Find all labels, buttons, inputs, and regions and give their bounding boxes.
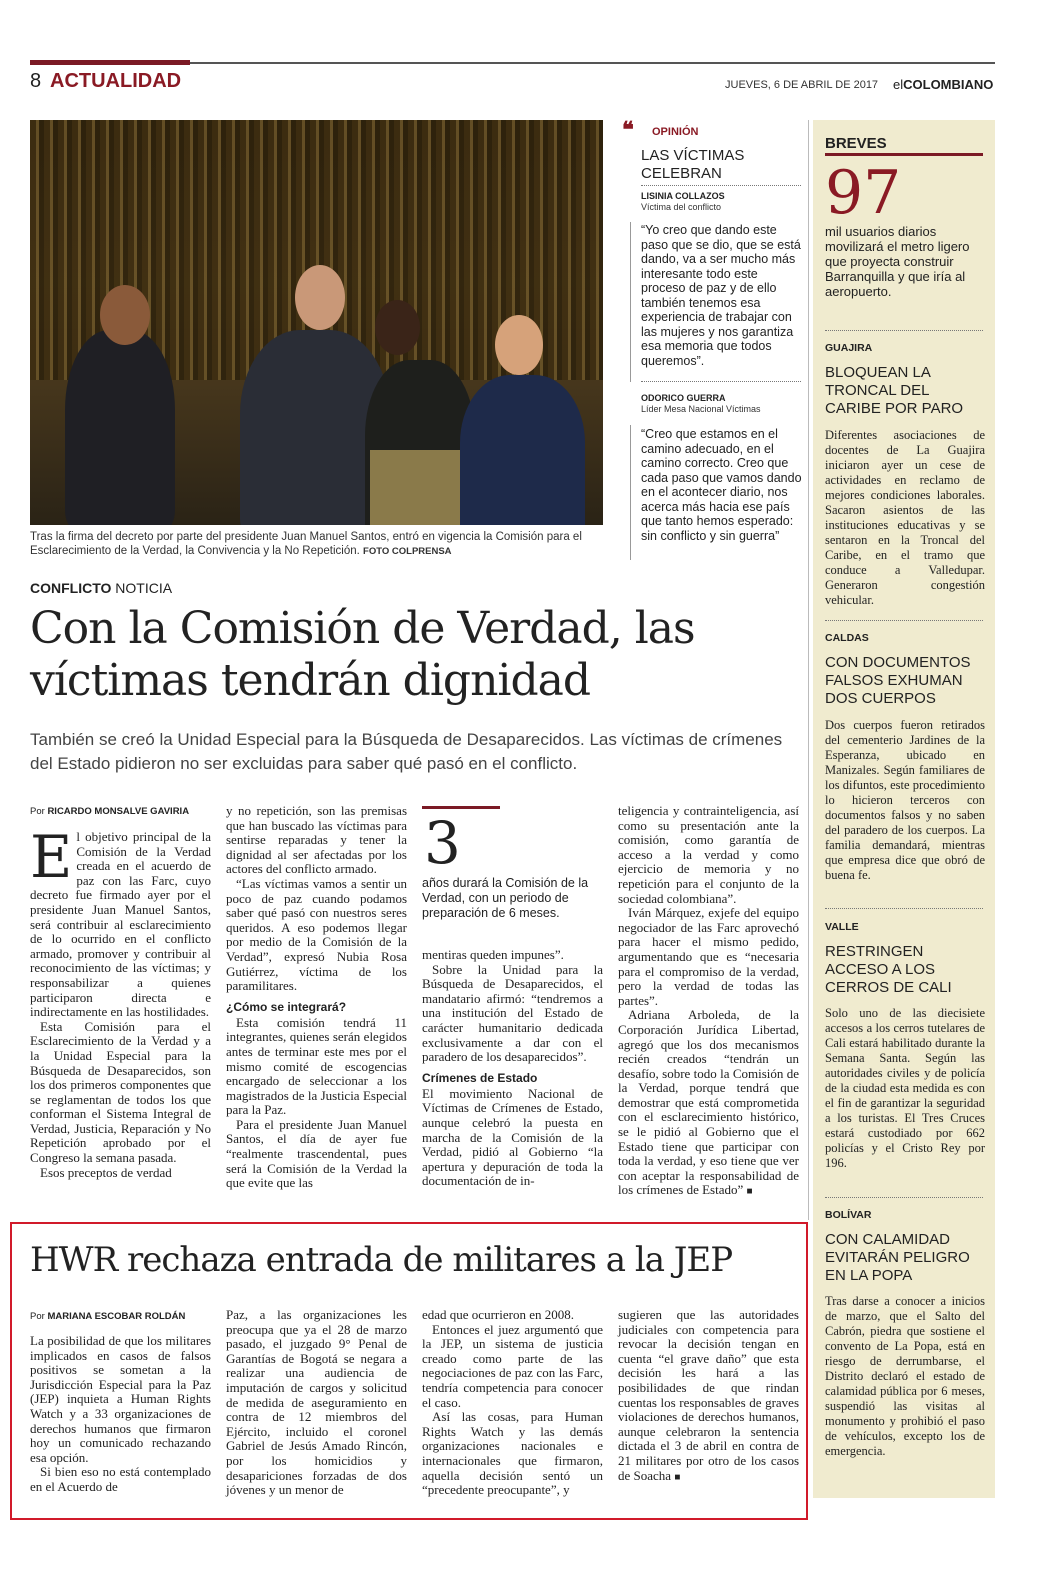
- hwr-byline-por: Por: [30, 1311, 45, 1322]
- section-title: ACTUALIDAD: [50, 70, 182, 92]
- hwr-col4-text: sugieren que las autoridades judiciales con competencia para revocar la decisión tengan en cuenta “el grave daño” que esta decisión les hará a las posibilidades de que rindan cuentas los responsables de graves violaciones de derechos humanos, aunque celebraron la sentencia dictada el 3 de abril en contra de 21 militares por otro de los casos de Soacha: [618, 1307, 799, 1483]
- col1-para2: Esta Comisión para el Esclarecimiento de la Verdad y a la Unidad Especial para la Búsqueda de Desaparecidos, son los dos primeros componentes que se reglamentan de todos los que conforman el Sistema Integral de Verdad, Justicia, Reparación y No Repetición aprobado por el Congreso la semana pasada.: [30, 1018, 211, 1166]
- breves-region-3: VALLE: [825, 921, 859, 933]
- photo-caption-text: Tras la firma del decreto por parte del presidente Juan Manuel Santos, entró en vigencia la Comisión para el Esclarecimiento de la Verdad, la Convivencia y la No Repetición.: [30, 531, 582, 557]
- col2-para1: y no repetición, son las premisas que han buscado las víctimas para sentirse reparadas y tener la dignidad al ser afectadas por los actores del conflicto armado.: [226, 803, 407, 877]
- dropcap: E: [30, 823, 73, 891]
- col4-para1: teligencia y contrainteligencia, así como su presentación ante la comisión, como garantía de acceso a la verdad y como ejercicio de memoria y no repetición para el conjunto de la sociedad colombiana”.: [618, 803, 799, 906]
- breves-region-2: CALDAS: [825, 632, 869, 644]
- brand-logo: [893, 77, 993, 92]
- quote1-role: Víctima del conflicto: [641, 202, 722, 212]
- header-accent-rule: [30, 60, 190, 65]
- breves-big-number: 97: [825, 158, 902, 228]
- hwr-col4-para1: [618, 1308, 799, 1485]
- col1-para1: [30, 823, 211, 1020]
- col2-para3: Esta comisión tendrá 11 integrantes, quienes serán elegidos antes de terminar este mes por el mismo comité de escogencias encargado de seleccionar a los magistrados de la Justicia Especial para la Paz.: [226, 1014, 407, 1118]
- quote2-name: ODORICO GUERRA: [641, 393, 726, 403]
- col2-para2: “Las víctimas vamos a sentir un poco de paz cuando podamos saber qué pasó con nuestros seres queridos. A eso podemos llegar por medio de la Comisión de la Verdad”, expresó Nubia Rosa Gutiérrez, víctima de los paramilitares.: [226, 875, 407, 994]
- article-kicker: [30, 580, 172, 596]
- breves-title: BREVES: [825, 135, 887, 152]
- hwr-end-mark: ■: [674, 1471, 681, 1483]
- kicker-bold: CONFLICTO: [30, 580, 112, 596]
- hwr-col3-para1: edad que ocurrieron en 2008.: [422, 1307, 574, 1322]
- article-col-2: [226, 804, 407, 1191]
- hwr-col3-para3: Así las cosas, para Human Rights Watch y las demás organizaciones nacionales e internacionales que firmaron, aquella decisión sentó un “precedente preocupante”, y: [422, 1409, 603, 1498]
- breves-region-1: GUAJIRA: [825, 342, 873, 354]
- kicker-normal: NOTICIA: [115, 580, 173, 596]
- hwr-col-1: [30, 1334, 211, 1495]
- hwr-byline-name: MARIANA ESCOBAR ROLDÁN: [47, 1311, 186, 1322]
- hwr-col1-para1: La posibilidad de que los militares implicados en casos de falsos positivos se sometan a la Jurisdicción Especial para la Paz (JEP) inquieta a Human Rights Watch y a 33 organizaciones de derechos humanos que firmaron hoy un comunicado rechazando esa opción.: [30, 1333, 211, 1465]
- breves-title-3: RESTRINGEN ACCESO A LOS CERROS DE CALI: [825, 943, 952, 996]
- hwr-col-3: [422, 1308, 603, 1498]
- dateline: JUEVES, 6 DE ABRIL DE 2017: [725, 79, 879, 91]
- photo-person-right: [460, 375, 585, 525]
- hwr-col-4: [618, 1308, 799, 1485]
- col3-para2: Sobre la Unidad para la Búsqueda de Desaparecidos, el mandatario afirmó: “tendremos a una institución del Estado de carácter humanitario dedicada exclusivamente a dar con el paradero de los desaparecidos”.: [422, 961, 603, 1065]
- hwr-col3-para2: Entonces el juez argumentó que la JEP, un sistema de justicia creado como parte de las negociaciones de paz con las Farc, tendría competencia para conocer el caso.: [422, 1321, 603, 1410]
- breves-text-3: Solo uno de las diecisiete accesos a los cerros tutelares de Cali estará habilitado durante la Semana Santa. Según las autoridades civiles y de policía de la ciudad esta medida es con el fin de garantizar la seguridad a los turistas. El Tres Cruces estará custodiado por 662 policías y el Cristo Rey por 196.: [825, 1006, 985, 1170]
- col4-para3: [618, 1008, 799, 1200]
- opinion-title: LAS VÍCTIMAS CELEBRAN: [641, 147, 745, 182]
- col2-subhead: ¿Cómo se integrará?: [226, 999, 347, 1014]
- column-divider: [808, 120, 809, 1220]
- photo-head-center: [375, 300, 420, 355]
- breves-title-4: CON CALAMIDAD EVITARÁN PELIGRO EN LA POPA: [825, 1231, 970, 1284]
- hwr-col1-para2: Si bien eso no está contemplado en el Acuerdo de: [30, 1464, 211, 1494]
- photo-head-right: [495, 315, 543, 375]
- article-headline: Con la Comisión de Verdad, las víctimas tendrán dignidad: [30, 603, 695, 706]
- byline-name: RICARDO MONSALVE GAVIRIA: [47, 806, 190, 817]
- breves-rule: [825, 153, 983, 156]
- quote2-bar: [630, 425, 631, 560]
- breves-text-1: Diferentes asociaciones de docentes de La Guajira iniciaron ayer un cese de actividades en reclamo de mejores condiciones laborales. Sacaron asientos de las instituciones educativas y se sentaron en la Troncal del Caribe, en el tramo que conduce a Valledupar. Generaron congestión vehicular.: [825, 428, 985, 607]
- col3-subhead: Crímenes de Estado: [422, 1070, 538, 1085]
- col1-para1-text: l objetivo principal de la Comisión de la Verdad creada en el acuerdo de paz con las Farc, cuyo decreto fue firmado ayer por el presidente Juan Manuel Santos, será contribuir al esclarecimiento de lo ocurrido en el conflicto armado, promover y contribuir al reconocimiento de las víctimas; y responsabilizar a quienes participaron directa e indirectamente en las hostilidades.: [30, 829, 211, 1020]
- quote1-text: “Yo creo que dando este paso que se dio, que se está dando, va a ser mucho más interesante todo este proceso de paz y de ello también tenemos esa experiencia de trabajar con las mujeres y nos garantiza esa memoria que todos queremos”.: [641, 223, 801, 368]
- breves-big-text: mil usuarios diarios movilizará el metro ligero que proyecta construir Barranquilla y que iría al aeropuerto.: [825, 224, 970, 299]
- breves-region-4: BOLÍVAR: [825, 1209, 872, 1221]
- photo-head-president: [295, 265, 345, 330]
- quote2-role: Líder Mesa Nacional Víctimas: [641, 404, 761, 414]
- breves-text-4: Tras darse a conocer a inicios de marzo, que el Salto del Cabrón, piedra que sostiene el convento de La Popa, está en riesgo de derrumbarse, el Distrito declaró el estado de calamidad pública por 6 meses, suspendió las visitas al monumento y prohibió el paso de vehículos, excepto los de emergencia.: [825, 1294, 985, 1458]
- photo-trousers: [370, 450, 460, 525]
- opinion-label: OPINIÓN: [652, 126, 699, 138]
- quote-icon: ❝: [622, 117, 634, 142]
- photo-caption: [30, 530, 605, 559]
- article-col-3: [422, 948, 603, 1189]
- hwr-headline: HWR rechaza entrada de militares a la JEP: [30, 1240, 733, 1280]
- article-byline: [30, 806, 189, 817]
- breves-sep-1: [825, 330, 983, 331]
- fact-number: 3: [424, 809, 461, 877]
- article-deck: También se creó la Unidad Especial para la Búsqueda de Desaparecidos. Las víctimas de crímenes del Estado pidieron no ser excluidas para saber qué pasó en el conflicto.: [30, 730, 783, 773]
- quote1-name: LISINIA COLLAZOS: [641, 191, 725, 201]
- brand-name: COLOMBIANO: [903, 77, 994, 92]
- article-col-4: [618, 804, 799, 1200]
- col3-para1: mentiras queden impunes”.: [422, 947, 564, 962]
- main-photo: [30, 120, 603, 525]
- opinion-separator-2: [641, 381, 801, 382]
- hwr-byline: [30, 1311, 185, 1322]
- quote2-text: “Creo que estamos en el camino adecuado, en el camino correcto. Creo que cada paso que vamos dando en el acontecer diario, nos acerca más hacia ese país que tanto hemos esperado: sin conflicto y sin guerra”: [641, 427, 802, 543]
- fact-text: años durará la Comisión de la Verdad, con un periodo de preparación de 6 meses.: [422, 876, 589, 920]
- breves-title-2: CON DOCUMENTOS FALSOS EXHUMAN DOS CUERPOS: [825, 654, 971, 707]
- end-mark: ■: [746, 1186, 753, 1198]
- col3-para3: El movimiento Nacional de Víctimas de Crímenes de Estado, aunque celebró la puesta en marcha de la Comisión de la Verdad, pidió al Gobierno “la apertura y depuración de toda la documentación de in-: [422, 1085, 603, 1189]
- col2-para4: Para el presidente Juan Manuel Santos, el día de ayer fue “realmente trascendental, pues será la Comisión de la Verdad la que evite que las: [226, 1116, 407, 1191]
- article-col-1: [30, 823, 211, 1180]
- opinion-separator: [641, 185, 801, 186]
- hwr-col2-para1: Paz, a las organizaciones les preocupa que ya el 28 de marzo pasado, el juzgado 9° Penal de Garantías de Bogotá se negara a realizar una audiencia de imputación de cargos y solicitud de medida de aseguramiento en contra de 12 miembros del Ejército, incluido el coronel Gabriel de Jesús Amado Rincón, por los homicidios y desapariciones forzadas de dos jóvenes y un menor de: [226, 1307, 407, 1498]
- col4-para3-text: Adriana Arboleda, de la Corporación Jurídica Libertad, agregó que los dos mecanismos recién creados “tendrán un desafío, sobre todo la Comisión de la Verdad, porque tendrá que demostrar que está comprometida con el esclarecimiento histórico, se le pidió al Gobierno que el Estado tiene que participar con toda la verdad, y eso tiene que ver con aceptar la responsabilidad de los crímenes de Estado”: [618, 1007, 799, 1198]
- hwr-col-2: [226, 1308, 407, 1498]
- page-number: 8: [30, 70, 42, 92]
- breves-title-1: BLOQUEAN LA TRONCAL DEL CARIBE POR PARO: [825, 364, 964, 417]
- photo-head-left: [100, 285, 150, 345]
- breves-sep-4: [825, 1197, 983, 1198]
- col4-para2: Iván Márquez, exjefe del equipo negociador de las Farc aprovechó para hacer el mismo pedido, argumentando que es “necesaria para el compromiso de la verdad, pero la verdad de todas las partes”.: [618, 905, 799, 1008]
- col1-para3: Esos preceptos de verdad: [40, 1164, 172, 1180]
- breves-text-2: Dos cuerpos fueron retirados del cementerio Jardines de la Esperanza, ubicado en Manizales. Según familiares de los difuntos, este procedimiento lo hicieron terceros con documentos falsos y no saben del paradero de los cuerpos. La familia demandará, mientras que empresa dice que obró de buena fe.: [825, 718, 985, 882]
- photo-credit: FOTO COLPRENSA: [363, 546, 452, 557]
- byline-por: Por: [30, 806, 45, 817]
- photo-person-left: [65, 330, 175, 525]
- quote1-bar: [630, 222, 631, 382]
- breves-sep-3: [825, 908, 983, 909]
- brand-prefix: el: [893, 77, 904, 92]
- breves-sep-2: [825, 620, 983, 621]
